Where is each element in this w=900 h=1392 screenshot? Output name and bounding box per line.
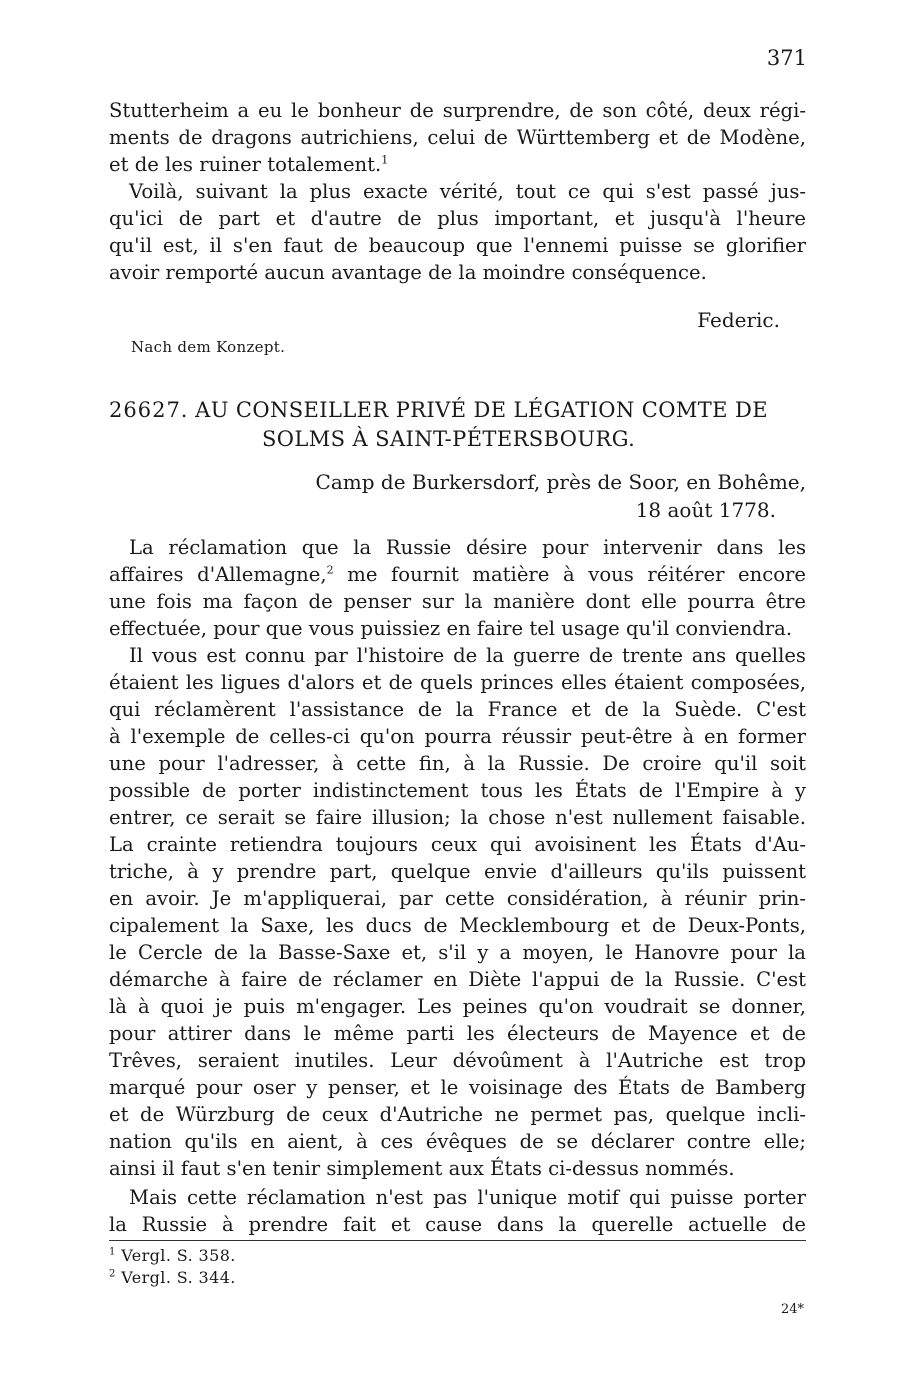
date-line: 18 août 1778. xyxy=(635,498,776,522)
text-line: ments de dragons autrichiens, celui de Württemberg et de Modène, xyxy=(109,126,806,149)
text-line: qu'ici de part et d'autre de plus important, et jusqu'à l'heure xyxy=(109,207,806,230)
signature: Federic. xyxy=(697,308,780,332)
text-line: ainsi il faut s'en tenir simplement aux États ci-dessus nommés. xyxy=(109,1157,735,1180)
text-line: nation qu'ils en aient, à ces évêques de se déclarer contre elle; xyxy=(109,1130,806,1153)
footnote-mark: 1 xyxy=(109,1246,116,1258)
text-line: en avoir. Je m'appliquerai, par cette considération, à réunir prin- xyxy=(109,887,806,910)
text-line: à l'exemple de celles-ci qu'on pourra réussir peut-être à en former xyxy=(109,725,806,748)
body-paragraph-1 xyxy=(109,534,806,642)
text-line xyxy=(109,561,806,588)
text-line: triche, à y prendre part, quelque envie d'ailleurs qu'ils puissent xyxy=(109,860,806,883)
text-line: Voilà, suivant la plus exacte vérité, tout ce qui s'est passé jus- xyxy=(129,180,806,203)
letter-number: 26627. xyxy=(109,398,189,422)
text-line: démarche à faire de réclamer en Diète l'appui de la Russie. C'est xyxy=(109,968,806,991)
text-run: affaires d'Allemagne, xyxy=(109,563,327,586)
footnote xyxy=(109,1246,236,1265)
text-line: cipalement la Saxe, les ducs de Mecklembourg et de Deux-Ponts, xyxy=(109,914,806,937)
text-line: le Cercle de la Basse-Saxe et, s'il y a moyen, le Hanovre pour la xyxy=(109,941,806,964)
text-line: avoir remporté aucun avantage de la moindre conséquence. xyxy=(109,261,707,284)
text-line: entrer, ce serait se faire illusion; la chose n'est nullement faisable. xyxy=(109,806,806,829)
text-line: Il vous est connu par l'histoire de la guerre de trente ans quelles xyxy=(129,644,806,667)
text-run: me fournit matière à vous réitérer encore xyxy=(347,563,806,586)
heading-line-1: AU CONSEILLER PRIVÉ DE LÉGATION COMTE DE xyxy=(195,398,768,422)
footnote-ref: 1 xyxy=(381,153,389,167)
text-line: Trêves, seraient inutiles. Leur dévoûment à l'Autriche est trop xyxy=(109,1049,806,1072)
text-line: effectuée, pour que vous puissiez en faire tel usage qu'il conviendra. xyxy=(109,617,793,640)
letter-heading xyxy=(109,395,806,425)
source-note: Nach dem Konzept. xyxy=(131,338,286,356)
text-line: une fois ma façon de penser sur la manière dont elle pourra être xyxy=(109,590,806,613)
text-run: et de les ruiner totalement. xyxy=(109,153,382,176)
text-line xyxy=(109,151,806,178)
heading-line-2: SOLMS À SAINT-PÉTERSBOURG. xyxy=(262,427,636,451)
text-line: possible de porter indistinctement tous les États de l'Empire à y xyxy=(109,779,806,802)
place-line: Camp de Burkersdorf, près de Soor, en Bohême, xyxy=(315,470,806,494)
text-line: étaient les ligues d'alors et de quels princes elles étaient composées, xyxy=(109,671,806,694)
text-line: et de Würzburg de ceux d'Autriche ne permet pas, quelque incli- xyxy=(109,1103,806,1126)
text-line: marqué pour oser y penser, et le voisinage des États de Bamberg xyxy=(109,1076,806,1099)
text-line: Stutterheim a eu le bonheur de surprendre, de son côté, deux régi- xyxy=(109,99,806,122)
footnote xyxy=(109,1268,236,1287)
text-line: qu'il est, il s'en faut de beaucoup que l'ennemi puisse se glorifier xyxy=(109,234,806,257)
text-line: la Russie à prendre fait et cause dans la querelle actuelle de xyxy=(109,1213,806,1236)
text-line: pour attirer dans le même parti les électeurs de Mayence et de xyxy=(109,1022,806,1045)
paragraph-two xyxy=(109,178,806,286)
page-number: 371 xyxy=(766,46,807,70)
text-line: Mais cette réclamation n'est pas l'unique motif qui puisse porter xyxy=(129,1186,806,1209)
footnote-mark: 2 xyxy=(109,1268,116,1280)
signature-mark: 24* xyxy=(780,1302,804,1317)
opening-paragraph xyxy=(109,97,806,178)
text-line: une pour l'adresser, à cette fin, à la Russie. De croire qu'il soit xyxy=(109,752,806,775)
text-line: là à quoi je puis m'engager. Les peines qu'on voudrait se donner, xyxy=(109,995,806,1018)
body-paragraph-3 xyxy=(109,1184,806,1238)
text-line: La réclamation que la Russie désire pour intervenir dans les xyxy=(129,536,806,559)
text-line: qui réclamèrent l'assistance de la France et de la Suède. C'est xyxy=(109,698,806,721)
footnote-rule xyxy=(109,1240,806,1241)
body-paragraph-2 xyxy=(109,642,806,1182)
footnote-ref: 2 xyxy=(326,563,334,577)
text-line: La crainte retiendra toujours ceux qui avoisinent les États d'Au- xyxy=(109,833,806,856)
footnote-text: Vergl. S. 344. xyxy=(121,1268,236,1287)
footnote-text: Vergl. S. 358. xyxy=(121,1246,236,1265)
